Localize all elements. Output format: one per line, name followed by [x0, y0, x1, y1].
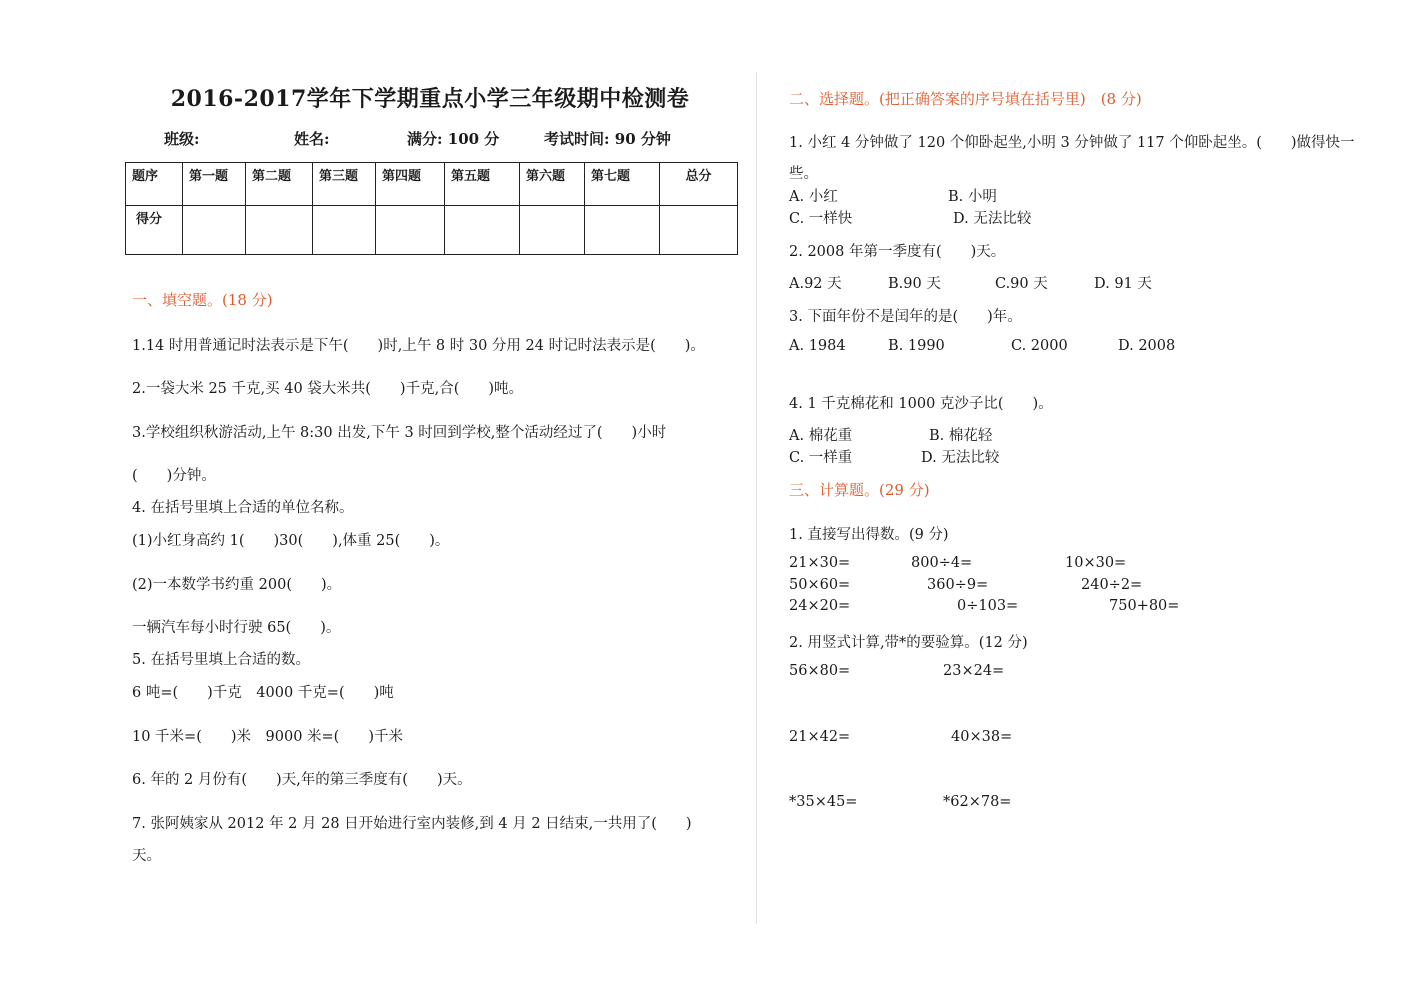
question-1: 1.14 时用普通记时法表示是下午( )时,上午 8 时 30 分用 24 时记时法表示是( )。 — [132, 338, 705, 354]
choice-1-option-c: C. 一样快 — [789, 211, 853, 227]
choice-2-option-d: D. 91 天 — [1094, 276, 1152, 292]
score-cell — [376, 206, 445, 255]
full-score-label: 满分: 100 分 — [407, 130, 500, 148]
column-divider — [756, 72, 757, 924]
page-title: 2016-2017学年下学期重点小学三年级期中检测卷 — [170, 86, 690, 112]
score-cell — [520, 206, 585, 255]
question-6: 6. 年的 2 月份有( )天,年的第三季度有( )天。 — [132, 772, 472, 788]
choice-4-option-a: A. 棉花重 — [789, 428, 853, 444]
question-5: 5. 在括号里填上合适的数。 — [132, 652, 310, 668]
score-table-header: 总分 — [660, 163, 738, 206]
vertical-calc-item: *62×78= — [943, 794, 1012, 810]
choice-3-option-c: C. 2000 — [1011, 338, 1068, 354]
calc-item: 750+80= — [1109, 598, 1180, 614]
score-table-header: 第四题 — [376, 163, 445, 206]
score-table-score-row — [126, 206, 738, 255]
section-choice-title: 二、选择题。(把正确答案的序号填在括号里) (8 分) — [789, 90, 1142, 108]
question-3-cont: ( )分钟。 — [132, 468, 216, 484]
question-3: 3.学校组织秋游活动,上午 8:30 出发,下午 3 时回到学校,整个活动经过了( )小时 — [132, 425, 667, 441]
score-table — [125, 162, 738, 255]
score-table-header-row — [126, 163, 738, 206]
question-5-1: 6 吨=( )千克 4000 千克=( )吨 — [132, 685, 394, 701]
score-table-header: 第三题 — [313, 163, 376, 206]
choice-4: 4. 1 千克棉花和 1000 克沙子比( )。 — [789, 396, 1053, 412]
question-2: 2.一袋大米 25 千克,买 40 袋大米共( )千克,合( )吨。 — [132, 381, 524, 397]
calc-item: 360÷9= — [927, 577, 989, 593]
choice-3: 3. 下面年份不是闰年的是( )年。 — [789, 309, 1022, 325]
score-table-header: 第七题 — [585, 163, 660, 206]
score-row-label: 得分 — [126, 206, 183, 255]
vertical-calc-item: 56×80= — [789, 663, 851, 679]
score-cell — [585, 206, 660, 255]
calc-item: 0÷103= — [957, 598, 1019, 614]
choice-3-option-d: D. 2008 — [1118, 338, 1176, 354]
choice-2-option-b: B.90 天 — [888, 276, 941, 292]
score-table-header: 第一题 — [183, 163, 246, 206]
calc-item: 10×30= — [1065, 555, 1127, 571]
choice-1: 1. 小红 4 分钟做了 120 个仰卧起坐,小明 3 分钟做了 117 个仰卧起坐。( )做得快一 — [789, 135, 1355, 151]
vertical-calc-item: 21×42= — [789, 729, 851, 745]
choice-1-option-d: D. 无法比较 — [953, 211, 1032, 227]
question-7: 7. 张阿姨家从 2012 年 2 月 28 日开始进行室内装修,到 4 月 2 日结束,一共用了( ) — [132, 816, 692, 832]
choice-3-option-a: A. 1984 — [789, 338, 846, 354]
score-cell — [246, 206, 313, 255]
calc-item: 24×20= — [789, 598, 851, 614]
question-4: 4. 在括号里填上合适的单位名称。 — [132, 500, 354, 516]
score-table-header: 第六题 — [520, 163, 585, 206]
score-table-header: 第二题 — [246, 163, 313, 206]
question-7-cont: 天。 — [132, 848, 161, 864]
score-cell — [660, 206, 738, 255]
score-cell — [183, 206, 246, 255]
choice-4-option-d: D. 无法比较 — [921, 450, 1000, 466]
calc-item: 21×30= — [789, 555, 851, 571]
calc-1: 1. 直接写出得数。(9 分) — [789, 527, 949, 543]
calc-item: 800÷4= — [911, 555, 973, 571]
choice-1-option-a: A. 小红 — [789, 189, 838, 205]
question-4-1: (1)小红身高约 1( )30( ),体重 25( )。 — [132, 533, 450, 549]
choice-4-option-c: C. 一样重 — [789, 450, 853, 466]
choice-3-option-b: B. 1990 — [888, 338, 945, 354]
calc-item: 50×60= — [789, 577, 851, 593]
choice-2-option-c: C.90 天 — [995, 276, 1048, 292]
question-5-2: 10 千米=( )米 9000 米=( )千米 — [132, 729, 403, 745]
calc-item: 240÷2= — [1081, 577, 1143, 593]
choice-2: 2. 2008 年第一季度有( )天。 — [789, 244, 1006, 260]
score-cell — [445, 206, 520, 255]
score-table-header: 第五题 — [445, 163, 520, 206]
score-cell — [313, 206, 376, 255]
vertical-calc-item: 40×38= — [951, 729, 1013, 745]
vertical-calc-item: 23×24= — [943, 663, 1005, 679]
question-4-3: 一辆汽车每小时行驶 65( )。 — [132, 620, 341, 636]
vertical-calc-item: *35×45= — [789, 794, 858, 810]
class-label: 班级: — [164, 130, 200, 148]
score-table-header: 题序 — [126, 163, 183, 206]
section-calc-title: 三、计算题。(29 分) — [789, 481, 930, 499]
question-4-2: (2)一本数学书约重 200( )。 — [132, 577, 342, 593]
choice-2-option-a: A.92 天 — [789, 276, 842, 292]
choice-1-cont: 些。 — [789, 166, 818, 182]
name-label: 姓名: — [294, 130, 330, 148]
exam-time-label: 考试时间: 90 分钟 — [544, 130, 671, 148]
choice-4-option-b: B. 棉花轻 — [929, 428, 993, 444]
calc-2: 2. 用竖式计算,带*的要验算。(12 分) — [789, 635, 1028, 651]
choice-1-option-b: B. 小明 — [948, 189, 997, 205]
section-fill-blank-title: 一、填空题。(18 分) — [132, 291, 273, 309]
